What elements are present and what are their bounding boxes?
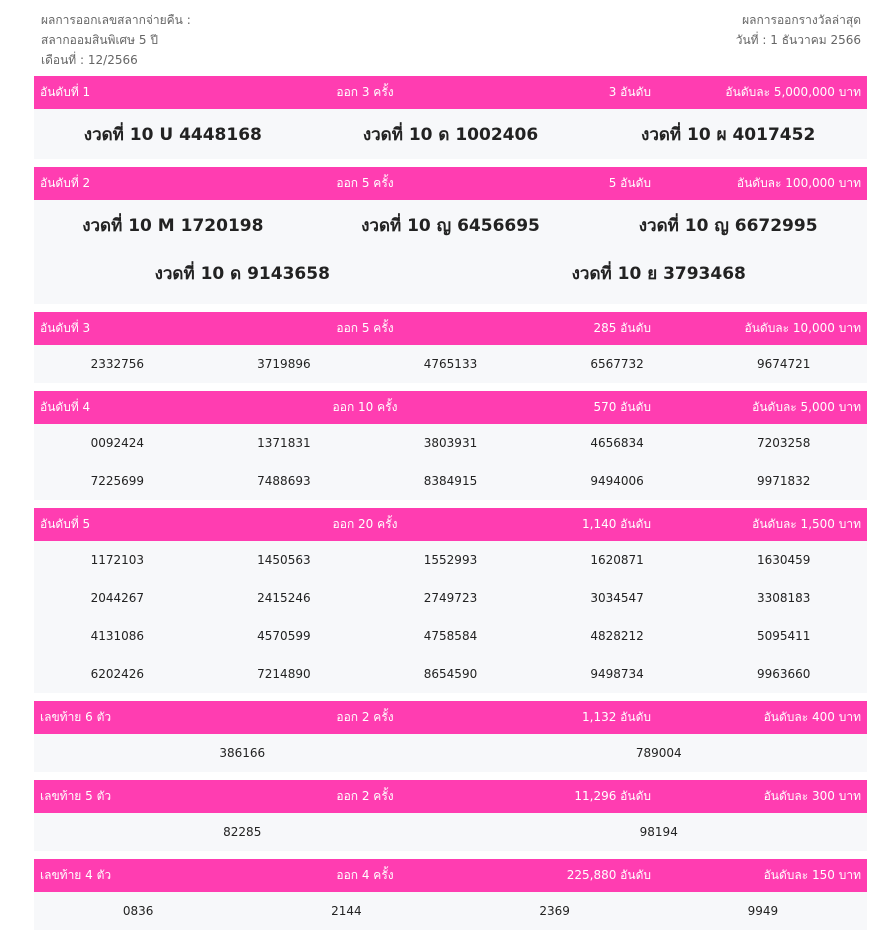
draw-caption: ผลการออกรางวัลล่าสุด	[742, 13, 861, 27]
winning-number: 7488693	[257, 474, 311, 488]
prize-amount: อันดับละ 10,000 บาท	[744, 321, 861, 335]
prize-header	[34, 167, 867, 200]
winning-number: 7225699	[90, 474, 145, 488]
prize-header	[34, 312, 867, 345]
winning-number: 1552993	[423, 553, 478, 567]
winning-number: งวดที่ 10 ญ 6672995	[638, 216, 818, 236]
winning-number: 4570599	[257, 629, 311, 643]
prize-times: ออก 10 ครั้ง	[332, 400, 398, 414]
prize-header	[34, 859, 867, 892]
winning-number: 1172103	[90, 553, 145, 567]
prize-header	[34, 701, 867, 734]
winning-number: 7203258	[756, 436, 811, 450]
prize-rank: อันดับที่ 4	[40, 400, 91, 414]
winning-number: 0092424	[90, 436, 145, 450]
prize-times: ออก 2 ครั้ง	[336, 710, 394, 724]
winning-number: 7214890	[257, 667, 311, 681]
lottery-month: เดือนที่ : 12/2566	[41, 53, 138, 67]
winning-number: 4765133	[423, 357, 478, 371]
winning-number: 1371831	[257, 436, 311, 450]
prize-numbers	[34, 424, 867, 500]
prize-amount: อันดับละ 400 บาท	[763, 710, 861, 724]
winning-number: 4131086	[90, 629, 145, 643]
prize-count: 1,140 อันดับ	[582, 517, 651, 531]
prize-times: ออก 20 ครั้ง	[332, 517, 398, 531]
winning-number: 789004	[635, 746, 682, 760]
winning-number: 2749723	[423, 591, 478, 605]
winning-number: 2332756	[90, 357, 145, 371]
prize-section-last4	[34, 859, 867, 930]
winning-number: 3308183	[756, 591, 811, 605]
prize-header	[34, 391, 867, 424]
winning-number: 4758584	[423, 629, 478, 643]
winning-number: 1630459	[756, 553, 811, 567]
prize-count: 570 อันดับ	[593, 400, 651, 414]
winning-number: งวดที่ 10 ด 9143658	[154, 264, 330, 284]
winning-number: 6567732	[590, 357, 644, 371]
lottery-info	[41, 10, 191, 70]
prize-count: 1,132 อันดับ	[582, 710, 651, 724]
winning-number: 3803931	[423, 436, 478, 450]
prize-section-last6	[34, 701, 867, 772]
winning-number: 9971832	[756, 474, 811, 488]
prize-numbers	[34, 734, 867, 772]
winning-number: 9963660	[756, 667, 811, 681]
page-header	[0, 0, 896, 76]
prize-count: 5 อันดับ	[608, 176, 651, 190]
prize-section-5	[34, 508, 867, 693]
prize-times: ออก 5 ครั้ง	[336, 321, 394, 335]
prize-times: ออก 3 ครั้ง	[336, 85, 394, 99]
winning-number: 98194	[639, 825, 678, 839]
prize-amount: อันดับละ 5,000 บาท	[752, 400, 861, 414]
prize-header	[34, 76, 867, 109]
winning-number: 9494006	[590, 474, 644, 488]
prize-amount: อันดับละ 5,000,000 บาท	[725, 85, 861, 99]
prize-section-4	[34, 391, 867, 500]
winning-number: 82285	[223, 825, 262, 839]
lottery-caption: ผลการออกเลขสลากจ่ายคืน :	[41, 13, 191, 27]
winning-number: 9949	[747, 904, 779, 918]
prize-section-3	[34, 312, 867, 383]
prize-section-last5	[34, 780, 867, 851]
winning-number: งวดที่ 10 M 1720198	[82, 216, 264, 236]
winning-number: 2415246	[257, 591, 311, 605]
lottery-name: สลากออมสินพิเศษ 5 ปี	[41, 33, 158, 47]
winning-number: 9674721	[756, 357, 811, 371]
prize-times: ออก 4 ครั้ง	[336, 868, 394, 882]
winning-number: 4656834	[590, 436, 644, 450]
winning-number: 1450563	[257, 553, 311, 567]
prize-header	[34, 780, 867, 813]
prize-amount: อันดับละ 100,000 บาท	[736, 176, 861, 190]
prize-times: ออก 2 ครั้ง	[336, 789, 394, 803]
winning-number: งวดที่ 10 ญ 6456695	[361, 216, 540, 236]
winning-number: 3719896	[257, 357, 311, 371]
prize-count: 3 อันดับ	[608, 85, 651, 99]
prize-rank: เลขท้าย 4 ตัว	[40, 868, 112, 882]
winning-number: งวดที่ 10 ผ 4017452	[641, 125, 816, 145]
prize-rank: อันดับที่ 1	[40, 85, 91, 99]
prize-count: 285 อันดับ	[593, 321, 651, 335]
prize-numbers	[34, 892, 867, 930]
prize-numbers	[34, 813, 867, 851]
prize-count: 225,880 อันดับ	[566, 868, 651, 882]
prize-numbers	[34, 200, 867, 304]
winning-number: 2044267	[90, 591, 145, 605]
prize-rank: เลขท้าย 6 ตัว	[40, 710, 112, 724]
winning-number: 5095411	[756, 629, 811, 643]
prize-amount: อันดับละ 300 บาท	[763, 789, 861, 803]
prize-rank: เลขท้าย 5 ตัว	[40, 789, 112, 803]
prize-rank: อันดับที่ 5	[40, 517, 91, 531]
winning-number: 2144	[331, 904, 362, 918]
prize-amount: อันดับละ 1,500 บาท	[752, 517, 861, 531]
winning-number: 3034547	[590, 591, 644, 605]
prize-header	[34, 508, 867, 541]
winning-number: 9498734	[590, 667, 644, 681]
prize-numbers	[34, 109, 867, 159]
winning-number: 386166	[219, 746, 266, 760]
winning-number: 4828212	[590, 629, 644, 643]
winning-number: 8384915	[423, 474, 478, 488]
prize-count: 11,296 อันดับ	[574, 789, 651, 803]
winning-number: 6202426	[90, 667, 145, 681]
winning-number: งวดที่ 10 ด 1002406	[362, 125, 539, 145]
winning-number: 1620871	[590, 553, 644, 567]
prize-numbers	[34, 345, 867, 383]
winning-number: 0836	[122, 904, 154, 918]
draw-info	[736, 10, 861, 50]
prize-amount: อันดับละ 150 บาท	[763, 868, 861, 882]
prize-rank: อันดับที่ 2	[40, 176, 91, 190]
prize-times: ออก 5 ครั้ง	[336, 176, 394, 190]
prize-section-2	[34, 167, 867, 304]
winning-number: งวดที่ 10 ย 3793468	[571, 264, 746, 284]
winning-number: 2369	[539, 904, 570, 918]
prize-section-1	[34, 76, 867, 159]
winning-number: 8654590	[423, 667, 478, 681]
prize-rank: อันดับที่ 3	[40, 321, 91, 335]
prize-numbers	[34, 541, 867, 693]
draw-date: วันที่ : 1 ธันวาคม 2566	[735, 33, 861, 47]
winning-number: งวดที่ 10 U 4448168	[83, 125, 262, 145]
